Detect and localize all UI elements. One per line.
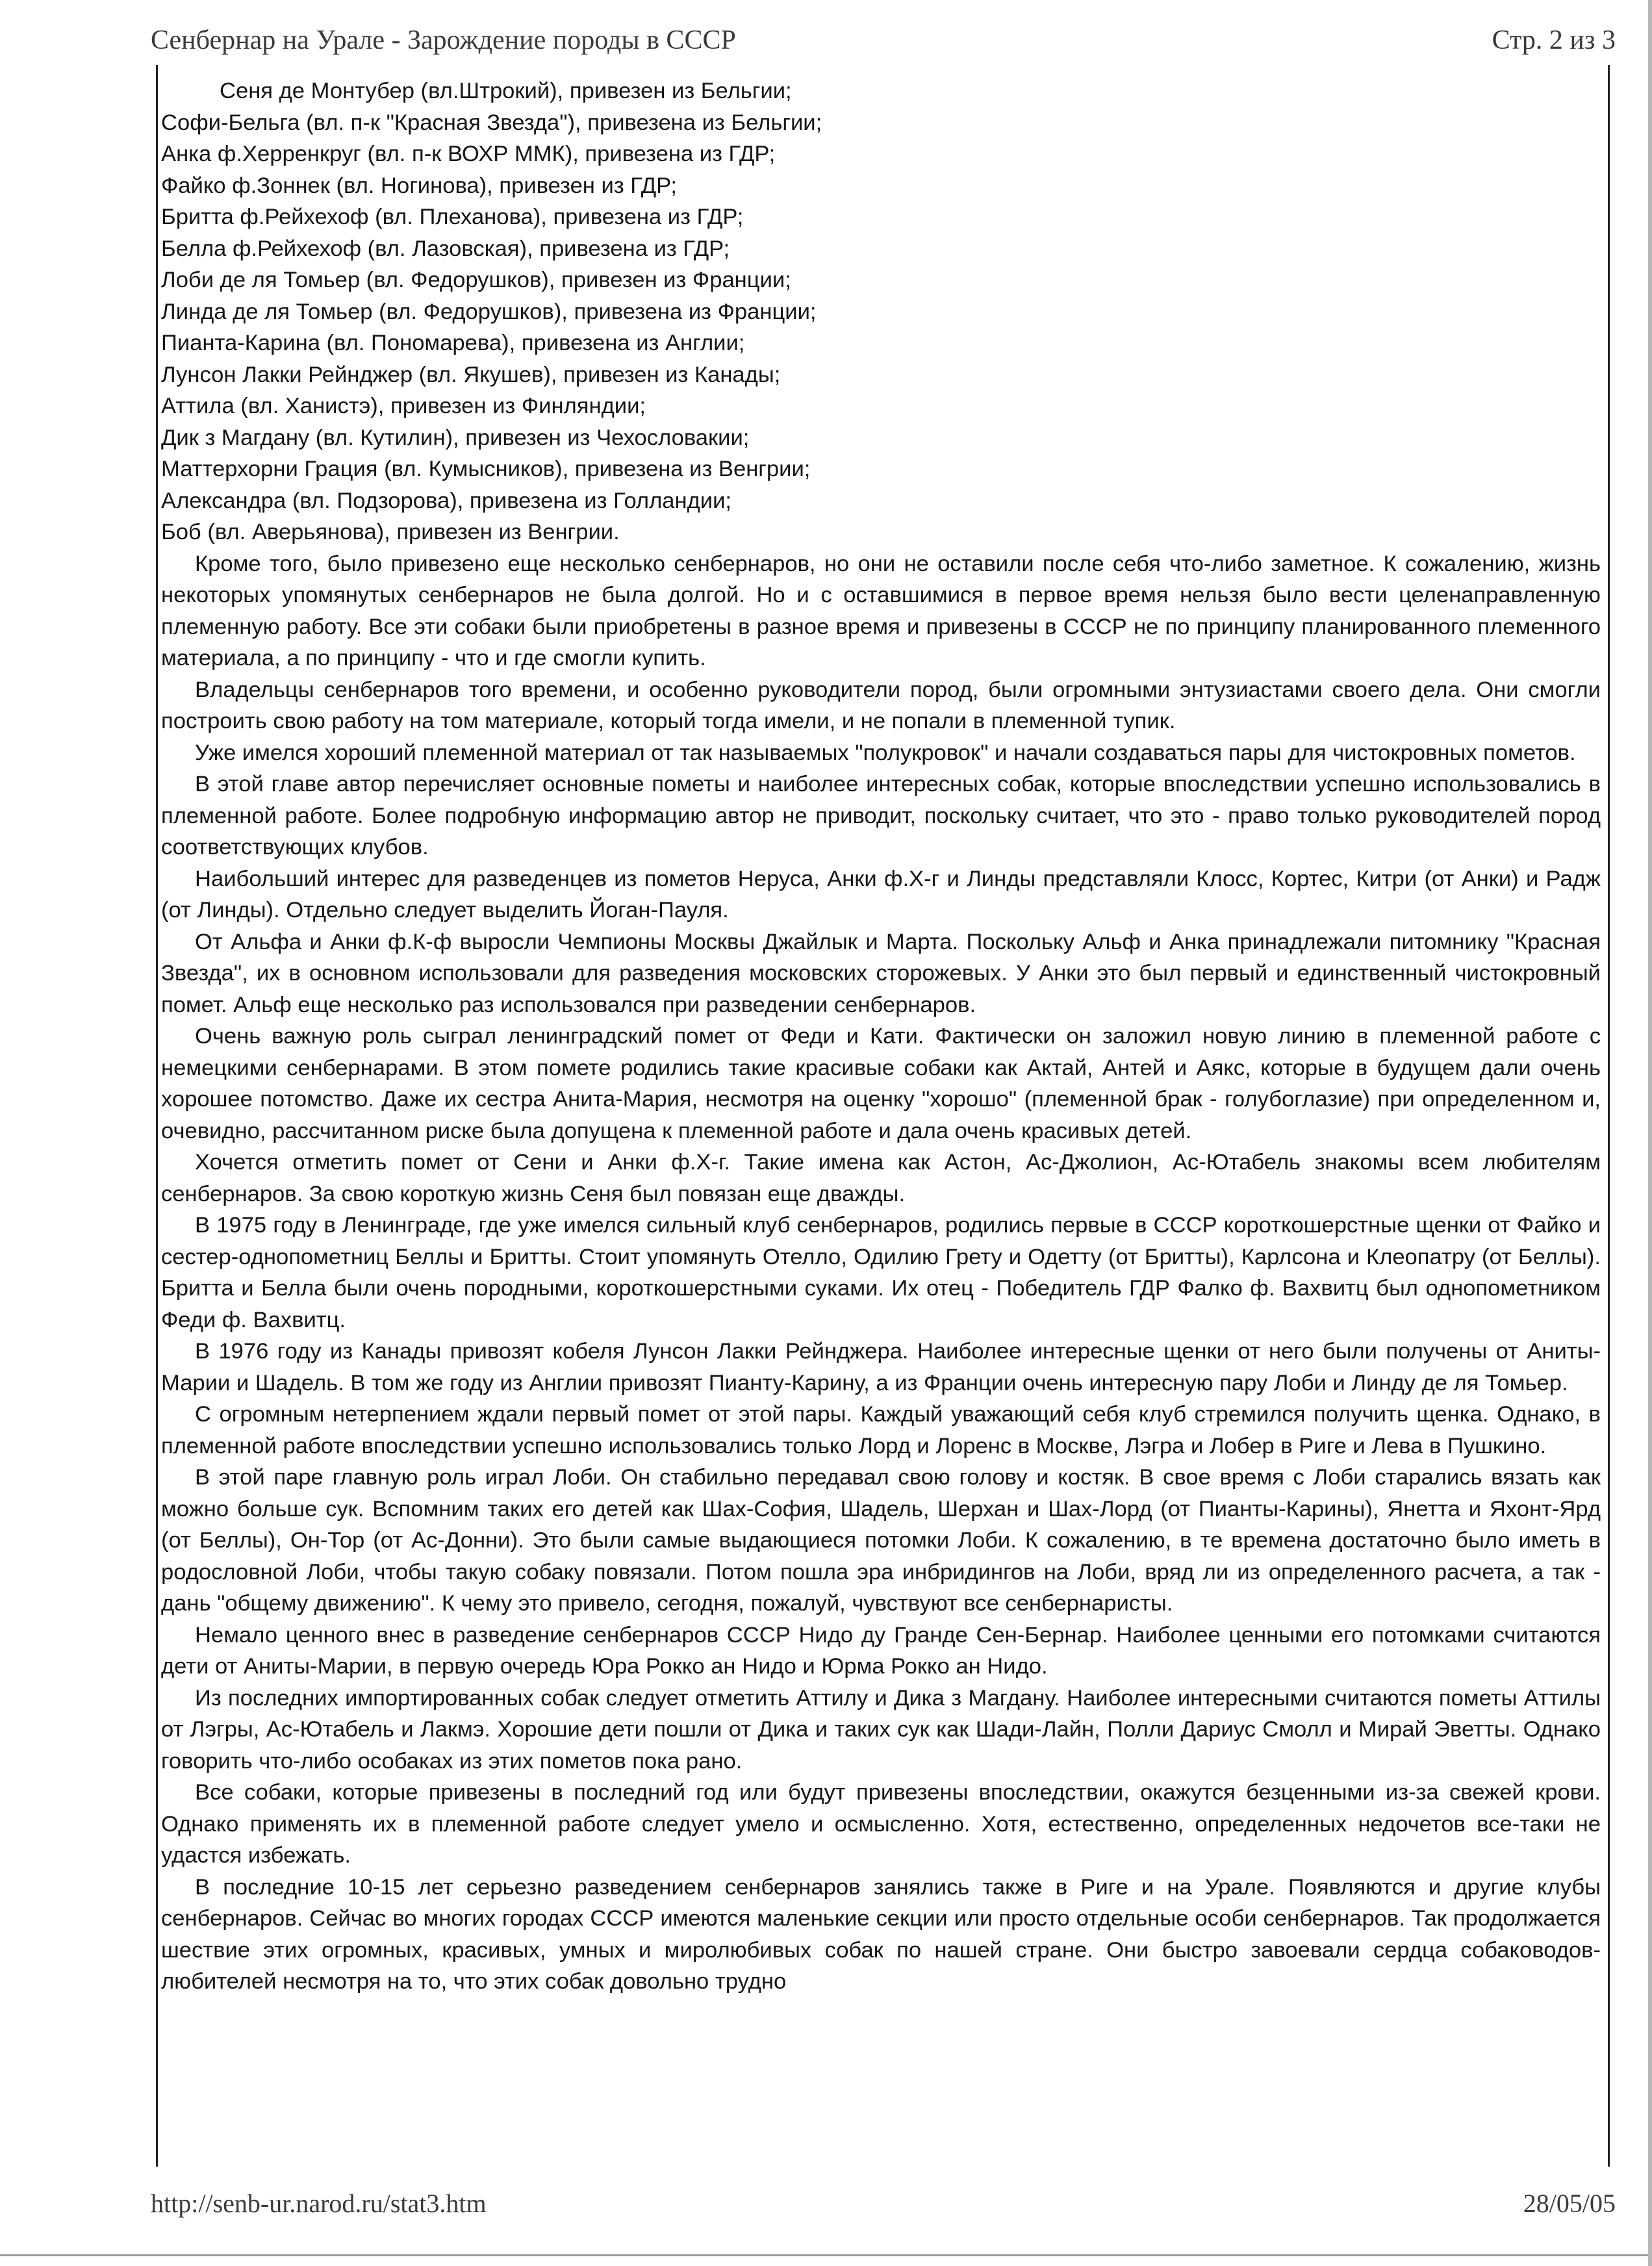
paragraph: Из последних импортированных собак следует отметить Аттилу и Дика з Магдану. Наиболее интересными считаются пометы Аттилы от Лэгры, Ас-Ютабель и Лакмэ. Хорошие дети пошли от Дика и таких сук как Шади-Лайн, Полли Дариус Смолл и Мирай Эветты. Однако говорить что-либо особаках из этих пометов пока рано. [161, 1685, 1601, 1774]
paragraph: Наибольший интерес для разведенцев из пометов Неруса, Анки ф.Х-г и Линды представляли Клосс, Кортес, Китри (от Анки) и Радж (от Линды). Отдельно следует выделить Йоган-Пауля. [161, 866, 1601, 923]
page-header [151, 19, 1616, 65]
list-item: Лоби де ля Томьер (вл. Федорушков), привезен из Франции; [161, 268, 791, 292]
list-item: Бритта ф.Рейхехоф (вл. Плеханова), привезена из ГДР; [161, 205, 744, 229]
paragraph: От Альфа и Анки ф.К-ф выросли Чемпионы Москвы Джайлык и Марта. Поскольку Альф и Анка принадлежали питомнику "Красная Звезда", их в основном использовали для разведения московских сторожевых. У Анки это был первый и единственный чистокровный помет. Альф еще несколько раз использовался при разведении сенбернаров. [161, 929, 1601, 1017]
paragraph: Очень важную роль сыграл ленинградский помет от Феди и Кати. Фактически он заложил новую линию в племенной работе с немецкими сенбернарами. В этом помете родились такие красивые собаки как Актай, Антей и Аякс, которые в будущем дали очень хорошее потомство. Даже их сестра Анита-Мария, несмотря на оценку "хорошо" (племенной брак - голубоглазие) при определенном и, очевидно, рассчитанном риске была допущена к племенной работе и дала очень красивых детей. [161, 1024, 1601, 1143]
list-item: Дик з Магдану (вл. Кутилин), привезен из Чехословакии; [161, 425, 750, 450]
paragraph: Немало ценного внес в разведение сенбернаров СССР Нидо ду Гранде Сен-Бернар. Наиболее ценными его потомками считаются дети от Аниты-Марии, в первую очередь Юра Рокко ан Нидо и Юрма Рокко ан Нидо. [161, 1622, 1601, 1679]
print-date: 28/05/05 [1523, 2189, 1616, 2218]
paragraph: Все собаки, которые привезены в последний год или будут привезены впоследствии, окажутся безценными из-за свежей крови. Однако применять их в племенной работе следует умело и осмысленно. Хотя, естественно, определенных недочетов все-таки не удастся избежать. [161, 1780, 1601, 1868]
paragraph: Кроме того, было привезено еще несколько сенбернаров, но они не оставили после себя что-либо заметное. К сожалению, жизнь некоторых упомянутых сенбернаров не была долгой. Но и с оставшимися в первое время нельзя было вести целенаправленную племенную работу. Все эти собаки были приобретены в разное время и привезены в СССР не по принципу планированного племенного материала, а по принципу - что и где смогли купить. [161, 551, 1601, 670]
list-item: Александра (вл. Подзорова), привезена из Голландии; [161, 488, 732, 513]
page-footer [151, 2188, 1616, 2227]
paragraph: В последние 10-15 лет серьезно разведением сенбернаров занялись также в Риге и на Урале. Появляются и другие клубы сенбернаров. Сейчас во многих городах СССР имеются маленькие секции или просто отдельные особи сенбернаров. Так продолжается шествие этих огромных, красивых, умных и миролюбивых собак по нашей стране. Они быстро завоевали сердца собаководов-любителей несмотря на то, что этих собак довольно трудно [161, 1874, 1601, 1994]
list-item: Анка ф.Херренкруг (вл. п-к ВОХР ММК), привезена из ГДР; [161, 142, 776, 166]
paragraph: В 1975 году в Ленинграде, где уже имелся сильный клуб сенбернаров, родились первые в СССР короткошерстные щенки от Файко и сестер-однопометниц Беллы и Бритты. Стоит упомянуть Отелло, Одилию Грету и Одетту (от Бритты), Карлсона и Клеопатру (от Беллы). Бритта и Белла были очень породными, короткошерстными суками. Их отец - Победитель ГДР Фалко ф. Вахвитц был однопометником Феди ф. Вахвитц. [161, 1213, 1601, 1332]
paragraph: Уже имелся хороший племенной материал от так называемых "полукровок" и начали создаваться пары для чистокровных пометов. [195, 740, 1576, 765]
source-url: http://senb-ur.narod.ru/stat3.htm [151, 2189, 487, 2218]
list-item: Линда де ля Томьер (вл. Федорушков), привезена из Франции; [161, 299, 817, 324]
paragraph: Хочется отметить помет от Сени и Анки ф.Х-г. Такие имена как Астон, Ас-Джолион, Ас-Ютабель знакомы всем любителям сенбернаров. За свою короткую жизнь Сеня был повязан еще дважды. [161, 1150, 1601, 1206]
scan-right-edge [1648, 0, 1652, 2266]
paragraph: С огромным нетерпением ждали первый помет от этой пары. Каждый уважающий себя клуб стремился получить щенка. Однако, в племенной работе впоследствии успешно использовались только Лорд и Лоренс в Москве, Лэгра и Лобер в Риге и Лева в Пушкино. [161, 1402, 1601, 1458]
list-item: Боб (вл. Аверьянова), привезен из Венгрии. [161, 520, 620, 544]
list-item: Лунсон Лакки Рейнджер (вл. Якушев), привезен из Канады; [161, 362, 781, 387]
list-item: Файко ф.Зоннек (вл. Ногинова), привезен из ГДР; [161, 173, 678, 198]
list-item: Аттила (вл. Ханистэ), привезен из Финляндии; [161, 394, 646, 418]
list-item: Маттерхорни Грация (вл. Кумысников), привезена из Венгрии; [161, 457, 811, 481]
scan-bottom-edge [0, 2254, 1652, 2256]
list-item: Белла ф.Рейхехоф (вл. Лазовская), привезена из ГДР; [161, 236, 730, 261]
paragraph: Владельцы сенбернаров того времени, и особенно руководители пород, были огромными энтузиастами своего дела. Они смогли построить свою работу на том материале, который тогда имели, и не попали в племенной тупик. [161, 677, 1601, 733]
article-body [161, 75, 1605, 2158]
document-title: Сенбернар на Урале - Зарождение породы в СССР [151, 25, 736, 55]
paragraph: В 1976 году из Канады привозят кобеля Лунсон Лакки Рейнджера. Наиболее интересные щенки от него были получены от Аниты-Марии и Шадель. В том же году из Англии привозят Пианту-Карину, а из Франции очень интересную пару Лоби и Линду де ля Томьер. [161, 1339, 1601, 1395]
list-item: Пианта-Карина (вл. Пономарева), привезена из Англии; [161, 331, 745, 355]
paragraph: В этой паре главную роль играл Лоби. Он стабильно передавал свою голову и костяк. В свое время с Лоби старались вязать как можно больше сук. Вспомним таких его детей как Шах-София, Шадель, Шерхан и Шах-Лорд (от Пианты-Карины), Янетта и Яхонт-Ярд (от Беллы), Он-Тор (от Ас-Донни). Это были самые выдающиеся потомки Лоби. К сожалению, в те времена достаточно было иметь в родословной Лоби, чтобы такую собаку повязали. Потом пошла эра инбридингов на Лоби, вряд ли из определенного расчета, а так - дань "общему движению". К чему это привело, сегодня, пожалуй, чувствуют все сенбернаристы. [161, 1465, 1601, 1616]
paragraph: В этой главе автор перечисляет основные пометы и наиболее интересных собак, которые впоследствии успешно использовались в племенной работе. Более подробную информацию автор не приводит, поскольку считает, что это - право только руководителей пород соответствующих клубов. [161, 772, 1601, 859]
page-number: Стр. 2 из 3 [1492, 25, 1616, 55]
list-item: Софи-Бельга (вл. п-к "Красная Звезда"), привезена из Бельгии; [161, 110, 822, 135]
list-item: Сеня де Монтубер (вл.Штрокий), привезен из Бельгии; [220, 79, 792, 103]
